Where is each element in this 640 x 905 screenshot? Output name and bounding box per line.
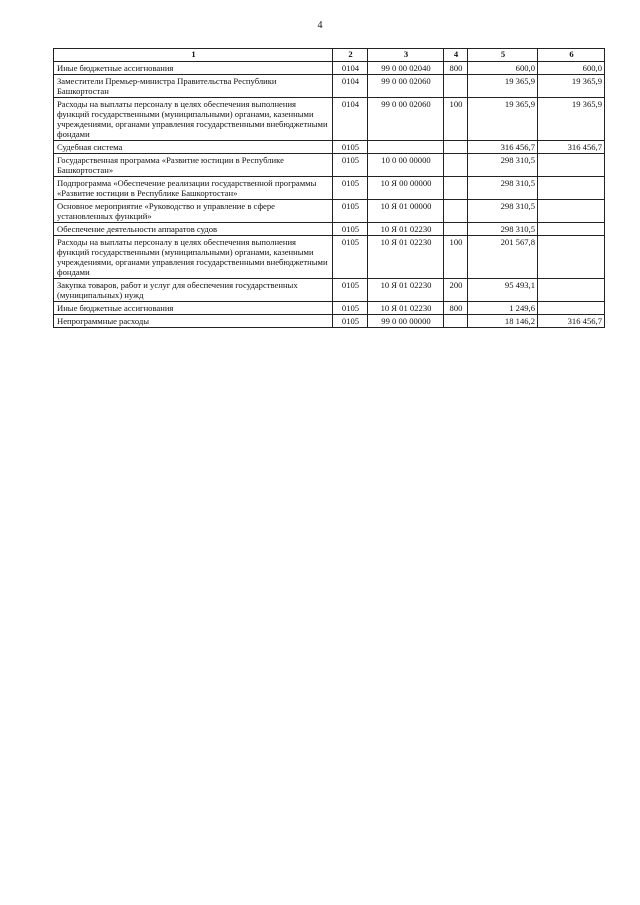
- cell-amount-2: 19 365,9: [538, 75, 605, 98]
- cell-expense-type: 800: [444, 62, 468, 75]
- cell-name: Непрограммные расходы: [54, 315, 333, 328]
- cell-section-code: 0105: [333, 177, 368, 200]
- cell-expense-type: 800: [444, 302, 468, 315]
- table-row: [54, 315, 605, 328]
- table-row: [54, 177, 605, 200]
- cell-amount-1: 298 310,5: [468, 177, 538, 200]
- cell-section-code: 0105: [333, 302, 368, 315]
- cell-name: Основное мероприятие «Руководство и управление в сфере установленных функций»: [54, 200, 333, 223]
- column-header: 4: [444, 49, 468, 62]
- page-number: 4: [317, 20, 323, 31]
- cell-article-code: 99 0 00 02060: [368, 75, 444, 98]
- cell-amount-2: [538, 223, 605, 236]
- cell-article-code: 10 Я 01 02230: [368, 236, 444, 279]
- cell-amount-1: 600,0: [468, 62, 538, 75]
- table-row: [54, 141, 605, 154]
- cell-amount-2: [538, 154, 605, 177]
- cell-amount-2: [538, 302, 605, 315]
- cell-name: Расходы на выплаты персоналу в целях обеспечения выполнения функций государственными (муниципальными) органами, казенными учреждениями, органами управления государственными внебюджетными фондами: [54, 236, 333, 279]
- cell-name: Расходы на выплаты персоналу в целях обеспечения выполнения функций государственными (муниципальными) органами, казенными учреждениями, органами управления государственными внебюджетными фондами: [54, 98, 333, 141]
- cell-expense-type: 100: [444, 98, 468, 141]
- cell-amount-1: 19 365,9: [468, 75, 538, 98]
- column-header: 5: [468, 49, 538, 62]
- cell-section-code: 0105: [333, 236, 368, 279]
- cell-expense-type: [444, 200, 468, 223]
- column-header: 2: [333, 49, 368, 62]
- cell-section-code: 0105: [333, 141, 368, 154]
- cell-name: Заместители Премьер-министра Правительства Республики Башкортостан: [54, 75, 333, 98]
- cell-amount-1: 1 249,6: [468, 302, 538, 315]
- cell-expense-type: [444, 154, 468, 177]
- cell-section-code: 0105: [333, 223, 368, 236]
- cell-section-code: 0104: [333, 62, 368, 75]
- cell-amount-1: 298 310,5: [468, 200, 538, 223]
- table-row: [54, 279, 605, 302]
- cell-article-code: 10 Я 01 00000: [368, 200, 444, 223]
- cell-article-code: 10 0 00 00000: [368, 154, 444, 177]
- table-header-row: [54, 49, 605, 62]
- cell-section-code: 0104: [333, 75, 368, 98]
- cell-name: Подпрограмма «Обеспечение реализации государственной программы «Развитие юстиции в Республике Башкортостан»: [54, 177, 333, 200]
- table-row: [54, 223, 605, 236]
- cell-amount-1: 201 567,8: [468, 236, 538, 279]
- cell-section-code: 0105: [333, 154, 368, 177]
- cell-expense-type: 200: [444, 279, 468, 302]
- column-header: 1: [54, 49, 333, 62]
- column-header: 6: [538, 49, 605, 62]
- cell-name: Иные бюджетные ассигнования: [54, 62, 333, 75]
- cell-article-code: 10 Я 01 02230: [368, 223, 444, 236]
- cell-section-code: 0105: [333, 279, 368, 302]
- cell-amount-1: 18 146,2: [468, 315, 538, 328]
- cell-amount-1: 95 493,1: [468, 279, 538, 302]
- table-row: [54, 75, 605, 98]
- cell-amount-2: 600,0: [538, 62, 605, 75]
- cell-amount-2: [538, 279, 605, 302]
- cell-name: Иные бюджетные ассигнования: [54, 302, 333, 315]
- cell-article-code: 10 Я 00 00000: [368, 177, 444, 200]
- cell-name: Судебная система: [54, 141, 333, 154]
- table-row: [54, 302, 605, 315]
- column-header: 3: [368, 49, 444, 62]
- cell-expense-type: [444, 75, 468, 98]
- cell-amount-2: [538, 200, 605, 223]
- cell-expense-type: [444, 315, 468, 328]
- cell-article-code: [368, 141, 444, 154]
- cell-name: Обеспечение деятельности аппаратов судов: [54, 223, 333, 236]
- cell-expense-type: [444, 141, 468, 154]
- table-row: [54, 200, 605, 223]
- table-row: [54, 98, 605, 141]
- cell-amount-1: 316 456,7: [468, 141, 538, 154]
- cell-amount-2: [538, 177, 605, 200]
- cell-article-code: 99 0 00 00000: [368, 315, 444, 328]
- cell-amount-1: 298 310,5: [468, 223, 538, 236]
- cell-article-code: 99 0 00 02060: [368, 98, 444, 141]
- cell-amount-2: [538, 236, 605, 279]
- cell-expense-type: [444, 223, 468, 236]
- table-row: [54, 62, 605, 75]
- cell-amount-2: 316 456,7: [538, 315, 605, 328]
- table-row: [54, 154, 605, 177]
- cell-section-code: 0105: [333, 200, 368, 223]
- cell-expense-type: 100: [444, 236, 468, 279]
- cell-article-code: 10 Я 01 02230: [368, 302, 444, 315]
- table-body: [54, 62, 605, 328]
- table-row: [54, 236, 605, 279]
- cell-section-code: 0105: [333, 315, 368, 328]
- cell-article-code: 10 Я 01 02230: [368, 279, 444, 302]
- cell-expense-type: [444, 177, 468, 200]
- budget-table: [53, 48, 605, 328]
- cell-amount-1: 19 365,9: [468, 98, 538, 141]
- cell-amount-1: 298 310,5: [468, 154, 538, 177]
- cell-amount-2: 316 456,7: [538, 141, 605, 154]
- cell-name: Закупка товаров, работ и услуг для обеспечения государственных (муниципальных) нужд: [54, 279, 333, 302]
- cell-section-code: 0104: [333, 98, 368, 141]
- cell-name: Государственная программа «Развитие юстиции в Республике Башкортостан»: [54, 154, 333, 177]
- cell-amount-2: 19 365,9: [538, 98, 605, 141]
- cell-article-code: 99 0 00 02040: [368, 62, 444, 75]
